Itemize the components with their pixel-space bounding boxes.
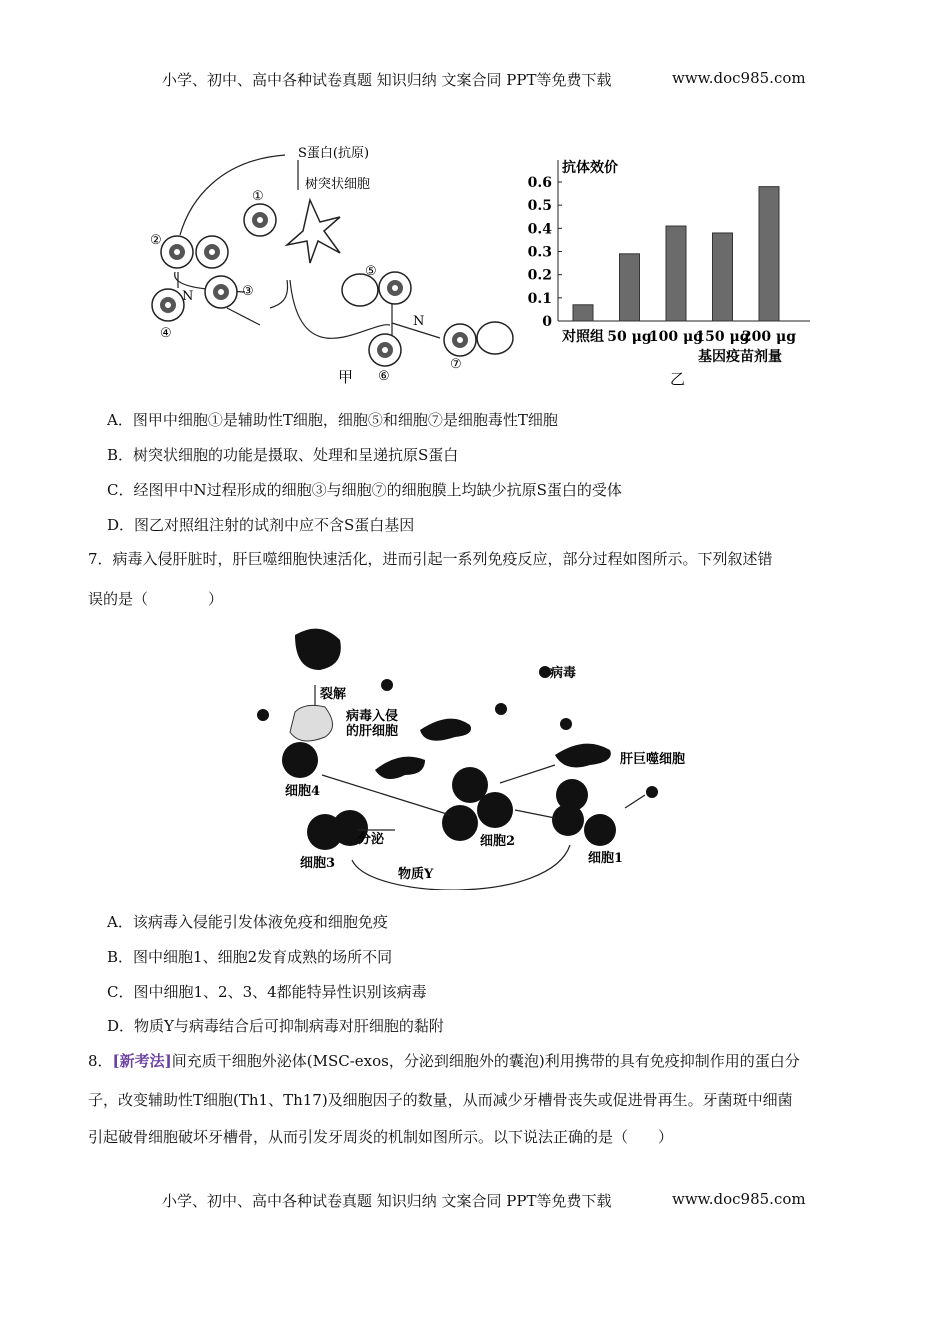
infected-liver-label-1: 病毒入侵 <box>346 709 399 724</box>
cell-2-label: ② <box>150 233 162 248</box>
bar-1 <box>620 254 640 321</box>
q7-option-d: D．物质Y与病毒结合后可抑制病毒对肝细胞的黏附 <box>107 1017 444 1035</box>
cell-1-label: ① <box>252 189 264 204</box>
y-tick-label: 0.1 <box>527 290 552 307</box>
substance-y-label: 物质Y <box>398 867 434 882</box>
bar-0 <box>573 305 593 321</box>
cell-4-label: 细胞4 <box>285 784 321 799</box>
header-url: www.doc985.com <box>672 69 806 87</box>
q7-option-a: A．该病毒入侵能引发体液免疫和细胞免疫 <box>107 913 388 931</box>
figure-q7 <box>250 620 720 890</box>
y-tick-label: 0.2 <box>527 267 552 284</box>
bar-3 <box>713 233 733 321</box>
q7-option-c: C．图中细胞1、2、3、4都能特异性识别该病毒 <box>107 983 427 1001</box>
cell-3-label: ③ <box>242 284 254 299</box>
cell-3-label: 细胞3 <box>300 856 336 871</box>
bar-4 <box>759 187 779 321</box>
q7-option-b: B．图中细胞1、细胞2发育成熟的场所不同 <box>107 948 393 966</box>
infected-liver-label-2: 的肝细胞 <box>346 724 399 739</box>
x-tick-label: 150 μg <box>695 329 750 345</box>
y-tick-label: 0.5 <box>527 198 552 215</box>
q6-option-c: C．经图甲中N过程形成的细胞③与细胞⑦的细胞膜上均缺少抗原S蛋白的受体 <box>107 481 622 499</box>
x-axis-label: 基因疫苗剂量 <box>698 349 782 365</box>
q7-stem-line2: 误的是（ ） <box>88 590 224 608</box>
q8-stem-line1: 8．[新考法]间充质干细胞外泌体(MSC-exos，分泌到细胞外的囊泡)利用携带的具有免疫抑制作用的蛋白分 <box>88 1052 800 1070</box>
y-axis-label: 抗体效价 <box>562 160 618 176</box>
footer-url: www.doc985.com <box>672 1190 806 1208</box>
y-tick-label: 0 <box>542 314 552 330</box>
bar-2 <box>666 226 686 321</box>
x-tick-label: 对照组 <box>562 329 604 345</box>
header-text: 小学、初中、高中各种试卷真题 知识归纳 文案合同 PPT等免费下载 <box>162 71 612 89</box>
y-tick-label: 0.6 <box>527 175 552 191</box>
q8-stem-line3: 引起破骨细胞破坏牙槽骨，从而引发牙周炎的机制如图所示。以下说法正确的是（ ） <box>88 1128 674 1146</box>
cell-2-label: 细胞2 <box>480 834 516 849</box>
antigen-label: S蛋白(抗原) <box>298 146 370 161</box>
cell-6-label: ⑥ <box>378 369 390 384</box>
bar-chart <box>520 150 820 390</box>
new-method-tag: [新考法] <box>112 1052 172 1070</box>
x-tick-label: 50 μg <box>607 329 652 345</box>
q6-option-b: B．树突状细胞的功能是摄取、处理和呈递抗原S蛋白 <box>107 446 459 464</box>
cell-5-label: ⑤ <box>365 264 377 279</box>
figure-jia <box>130 140 530 390</box>
q8-text: 间充质干细胞外泌体(MSC-exos，分泌到细胞外的囊泡)利用携带的具有免疫抑制作用的蛋白分 <box>171 1052 800 1070</box>
x-tick-label: 200 μg <box>741 329 797 345</box>
dendritic-label: 树突状细胞 <box>305 177 371 192</box>
lysis-label: 裂解 <box>320 687 347 702</box>
virus-label: 病毒 <box>550 666 577 681</box>
cell-4-label: ④ <box>160 326 172 341</box>
footer-text: 小学、初中、高中各种试卷真题 知识归纳 文案合同 PPT等免费下载 <box>162 1192 612 1210</box>
q8-stem-line2: 子，改变辅助性T细胞(Th1、Th17)及细胞因子的数量，从而减少牙槽骨丧失或促进骨再生。牙菌斑中细菌 <box>88 1091 793 1109</box>
q7-stem-line1: 7．病毒入侵肝脏时，肝巨噬细胞快速活化，进而引起一系列免疫反应，部分过程如图所示。下列叙述错 <box>88 550 773 568</box>
q6-option-a: A．图甲中细胞①是辅助性T细胞，细胞⑤和细胞⑦是细胞毒性T细胞 <box>107 411 558 429</box>
y-tick-label: 0.3 <box>527 244 552 261</box>
cell-7-label: ⑦ <box>450 357 462 372</box>
cell-1-label: 细胞1 <box>588 851 624 866</box>
kupffer-cell-label: 肝巨噬细胞 <box>620 752 686 767</box>
figure-jia-caption: 甲 <box>338 368 354 386</box>
n-process-label: N <box>182 289 194 304</box>
x-tick-label: 100 μg <box>648 329 704 345</box>
q6-option-d: D．图乙对照组注射的试剂中应不含S蛋白基因 <box>107 516 415 534</box>
n-process-label: N <box>413 314 425 329</box>
y-tick-label: 0.4 <box>527 221 552 238</box>
chart-caption: 乙 <box>670 370 686 388</box>
secrete-label: 分泌 <box>358 832 385 847</box>
